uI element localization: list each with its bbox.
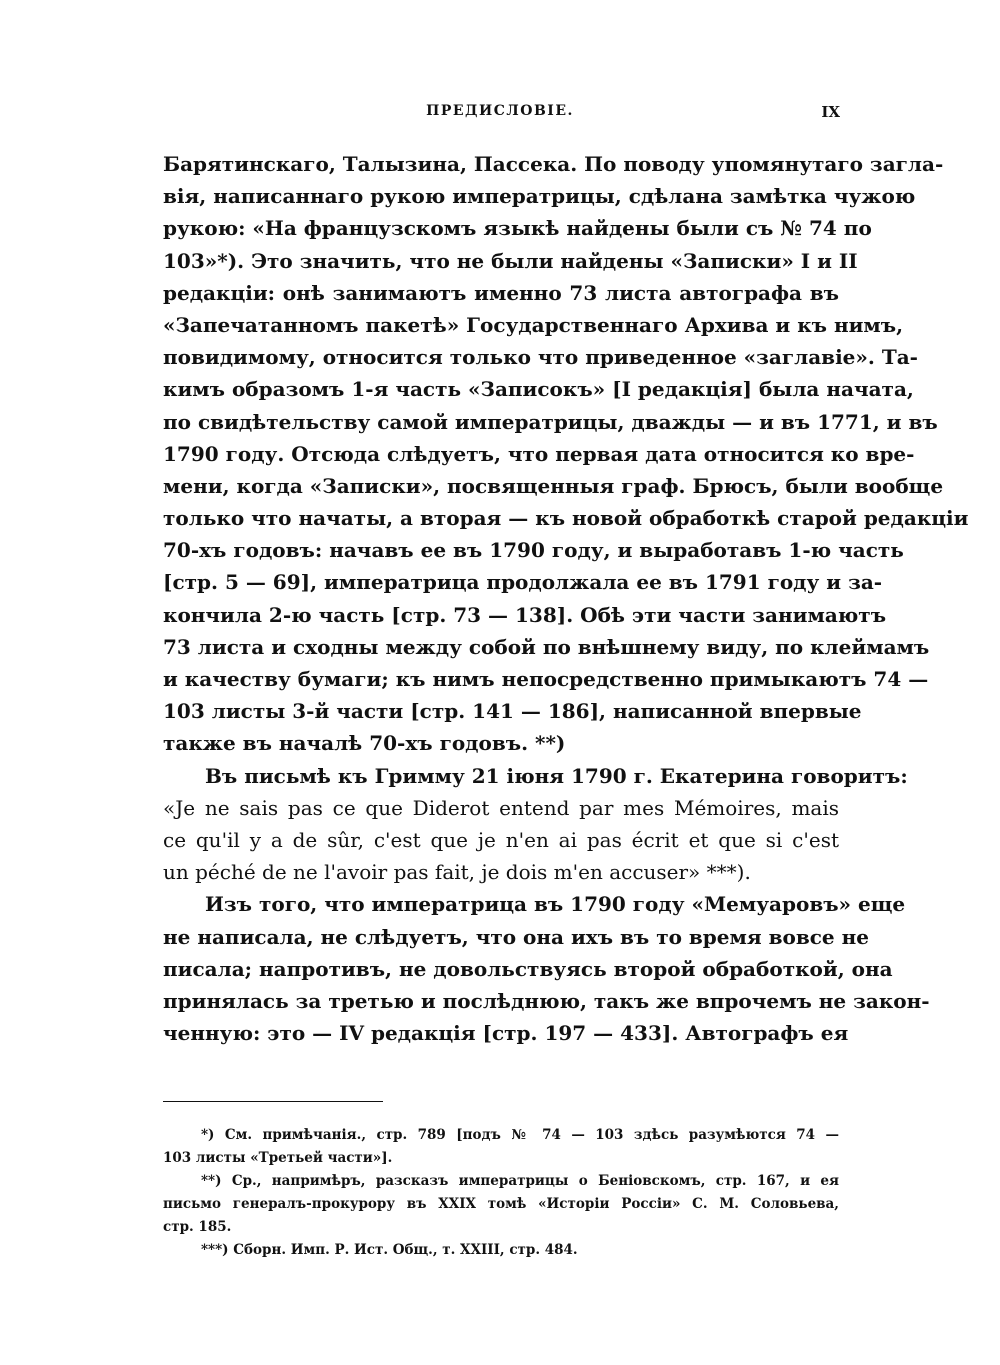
text-line: кимъ образомъ 1-я часть «Записокъ» [I редакція] была начата, — [163, 377, 914, 402]
footnote-line: стр. 185. — [163, 1219, 232, 1235]
text-line: повидимому, относится только что приведенное «заглавіе». Та- — [163, 345, 918, 370]
text-line: «Je ne sais pas ce que Diderot entend par mes Mémoires, mais — [163, 795, 839, 820]
page-number: IX — [821, 103, 840, 121]
body-text — [163, 148, 969, 1049]
text-line: [стр. 5 — 69], императрица продолжала ее въ 1791 году и за- — [163, 570, 883, 595]
footnote-line: ***) Сборн. Имп. Р. Ист. Общ., т. XXIII, стр. 484. — [201, 1242, 578, 1258]
text-line: только что начаты, а вторая — къ новой обработкѣ старой редакціи — [163, 506, 969, 531]
text-line: Изъ того, что императрица въ 1790 году «Мемуаровъ» еще — [205, 892, 906, 917]
text-line: ce qu'il y a de sûr, c'est que je n'en ai pas écrit et que si c'est — [163, 827, 839, 852]
text-line: редакціи: онѣ занимаютъ именно 73 листа автографа въ — [163, 280, 839, 305]
text-line: мени, когда «Записки», посвященныя граф. Брюсъ, были вообще — [163, 473, 944, 498]
text-line: и качеству бумаги; къ нимъ непосредственно примыкаютъ 74 — — [163, 667, 929, 691]
footnote-line: 103 листы «Третьей части»]. — [163, 1150, 393, 1166]
text-line: принялась за третью и послѣднюю, такъ же впрочемъ не закон- — [163, 988, 930, 1013]
running-title: ПРЕДИСЛОВІЕ. — [426, 103, 574, 119]
text-line: 103»*). Это значить, что не были найдены «Записки» I и II — [163, 248, 858, 273]
text-line: ченную: это — IV редакція [стр. 197 — 433]. Автографъ ея — [163, 1021, 849, 1046]
footnotes — [163, 1124, 839, 1262]
text-line: 70-хъ годовъ: начавъ ее въ 1790 году, и выработавъ 1-ю часть — [163, 538, 904, 563]
text-line: 1790 году. Отсюда слѣдуетъ, что первая дата относится ко вре- — [163, 441, 915, 466]
text-line: по свидѣтельству самой императрицы, дважды — и въ 1771, и въ — [163, 409, 938, 434]
text-line: 73 листа и сходны между собой по внѣшнему виду, по клеймамъ — [163, 634, 930, 659]
text-line: un péché de ne l'avoir pas fait, je dois m'en accuser» ***). — [163, 860, 751, 885]
text-line: 103 листы 3-й части [стр. 141 — 186], написанной впервые — [163, 699, 862, 724]
text-line: писала; напротивъ, не довольствуясь второй обработкой, она — [163, 956, 893, 981]
footnote-line: *) См. примѣчанія., стр. 789 [подъ № 74 — 103 здѣсь разумѣются 74 — — [201, 1127, 839, 1143]
text-line: не написала, не слѣдуетъ, что она ихъ въ то время вовсе не — [163, 924, 869, 949]
footnote-line: **) Ср., напримѣръ, разсказъ императрицы о Беніовскомъ, стр. 167, и ея — [201, 1173, 839, 1189]
text-line: кончила 2-ю часть [стр. 73 — 138]. Обѣ эти части занимаютъ — [163, 602, 887, 627]
text-line: «Запечатанномъ пакетѣ» Государственнаго Архива и къ нимъ, — [163, 312, 904, 337]
footnote-line: письмо генералъ-прокурору въ XXIX томѣ «Исторіи Россіи» С. М. Соловьева, — [163, 1196, 839, 1212]
text-line: Въ письмѣ къ Гримму 21 іюня 1790 г. Екатерина говоритъ: — [205, 763, 908, 788]
footnote-divider — [163, 1101, 383, 1102]
text-line: рукою: «На французскомъ языкѣ найдены были съ № 74 по — [163, 216, 872, 241]
text-line: вія, написаннаго рукою императрицы, сдѣлана замѣтка чужою — [163, 184, 916, 209]
text-line: также въ началѣ 70-хъ годовъ. **) — [163, 731, 566, 756]
text-line: Барятинскаго, Талызина, Пассека. По поводу упомянутаго загла- — [163, 152, 944, 176]
running-head — [160, 103, 840, 127]
